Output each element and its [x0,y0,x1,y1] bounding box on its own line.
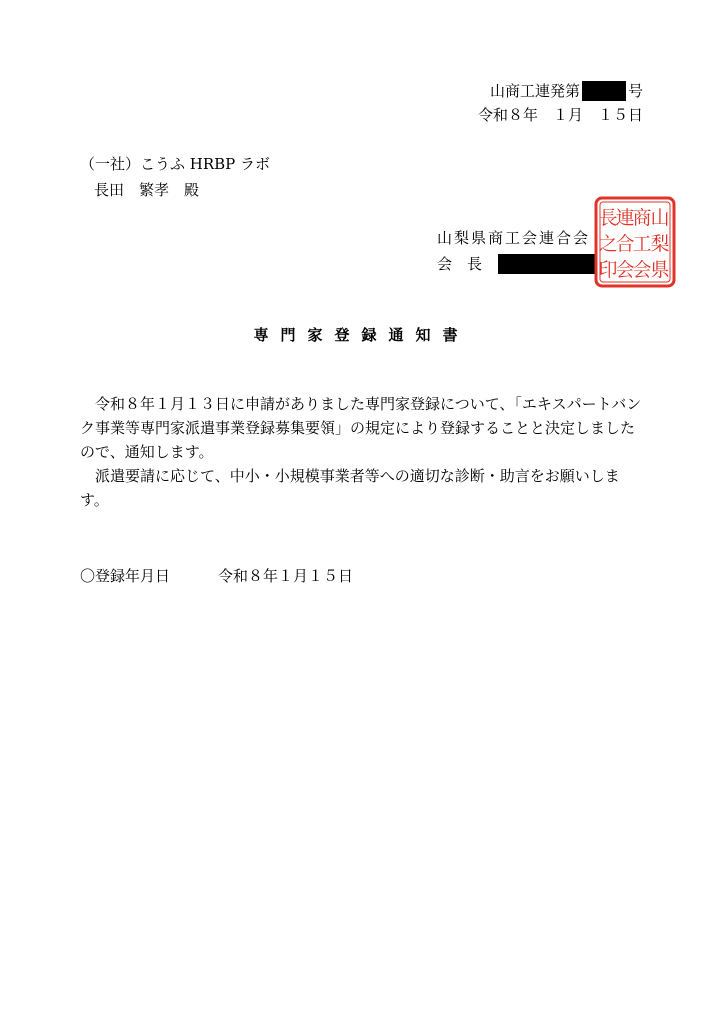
registration-date-label: 〇登録年月日 [80,567,171,585]
redacted-sender-name [498,254,596,274]
recipient-name: 長田 繁孝 殿 [94,181,200,199]
body-paragraph: 派遣要請に応じて、中小・小規模事業者等への適切な診断・助言をお願いします。 [80,467,620,509]
document-date: 令和８年 １月 １５日 [477,106,643,124]
registration-date-value: 令和８年１月１５日 [218,567,354,585]
seal-glyph: 合 [615,233,635,255]
recipient-organization: （一社）こうふ HRBP ラボ [80,155,271,173]
seal-glyph: 印 [598,259,618,281]
official-seal-stamp [594,196,676,288]
body-paragraph: 令和８年１月１３日に申請がありました専門家登録について、「エキスパートバンク事業等専門家派遣事業登録募集要領」の規定により登録することと決定しましたので、通知します。 [80,395,642,461]
seal-glyph: 会 [632,259,652,281]
seal-glyph: 商 [632,207,652,229]
seal-glyph: 梨 [650,233,670,255]
document-number [490,80,643,102]
seal-glyph: 県 [650,259,670,281]
document-title: 専門家登録通知書 [253,326,470,344]
document-number-suffix: 号 [627,82,643,100]
sender-signature-line [437,253,596,275]
sender-title: 会 長 [437,255,483,273]
registration-date-line [80,565,353,587]
seal-glyph: 会 [615,259,635,281]
document-number-prefix: 山商工連発第 [489,82,580,100]
redacted-number [582,81,626,101]
document-body [80,392,645,512]
seal-glyph: 山 [650,207,670,229]
seal-glyph: 之 [598,233,618,255]
sender-organization: 山梨県商工会連合会 [437,229,591,247]
seal-glyph: 長 [598,207,618,229]
seal-glyph: 工 [632,233,652,255]
seal-glyph: 連 [615,207,635,229]
